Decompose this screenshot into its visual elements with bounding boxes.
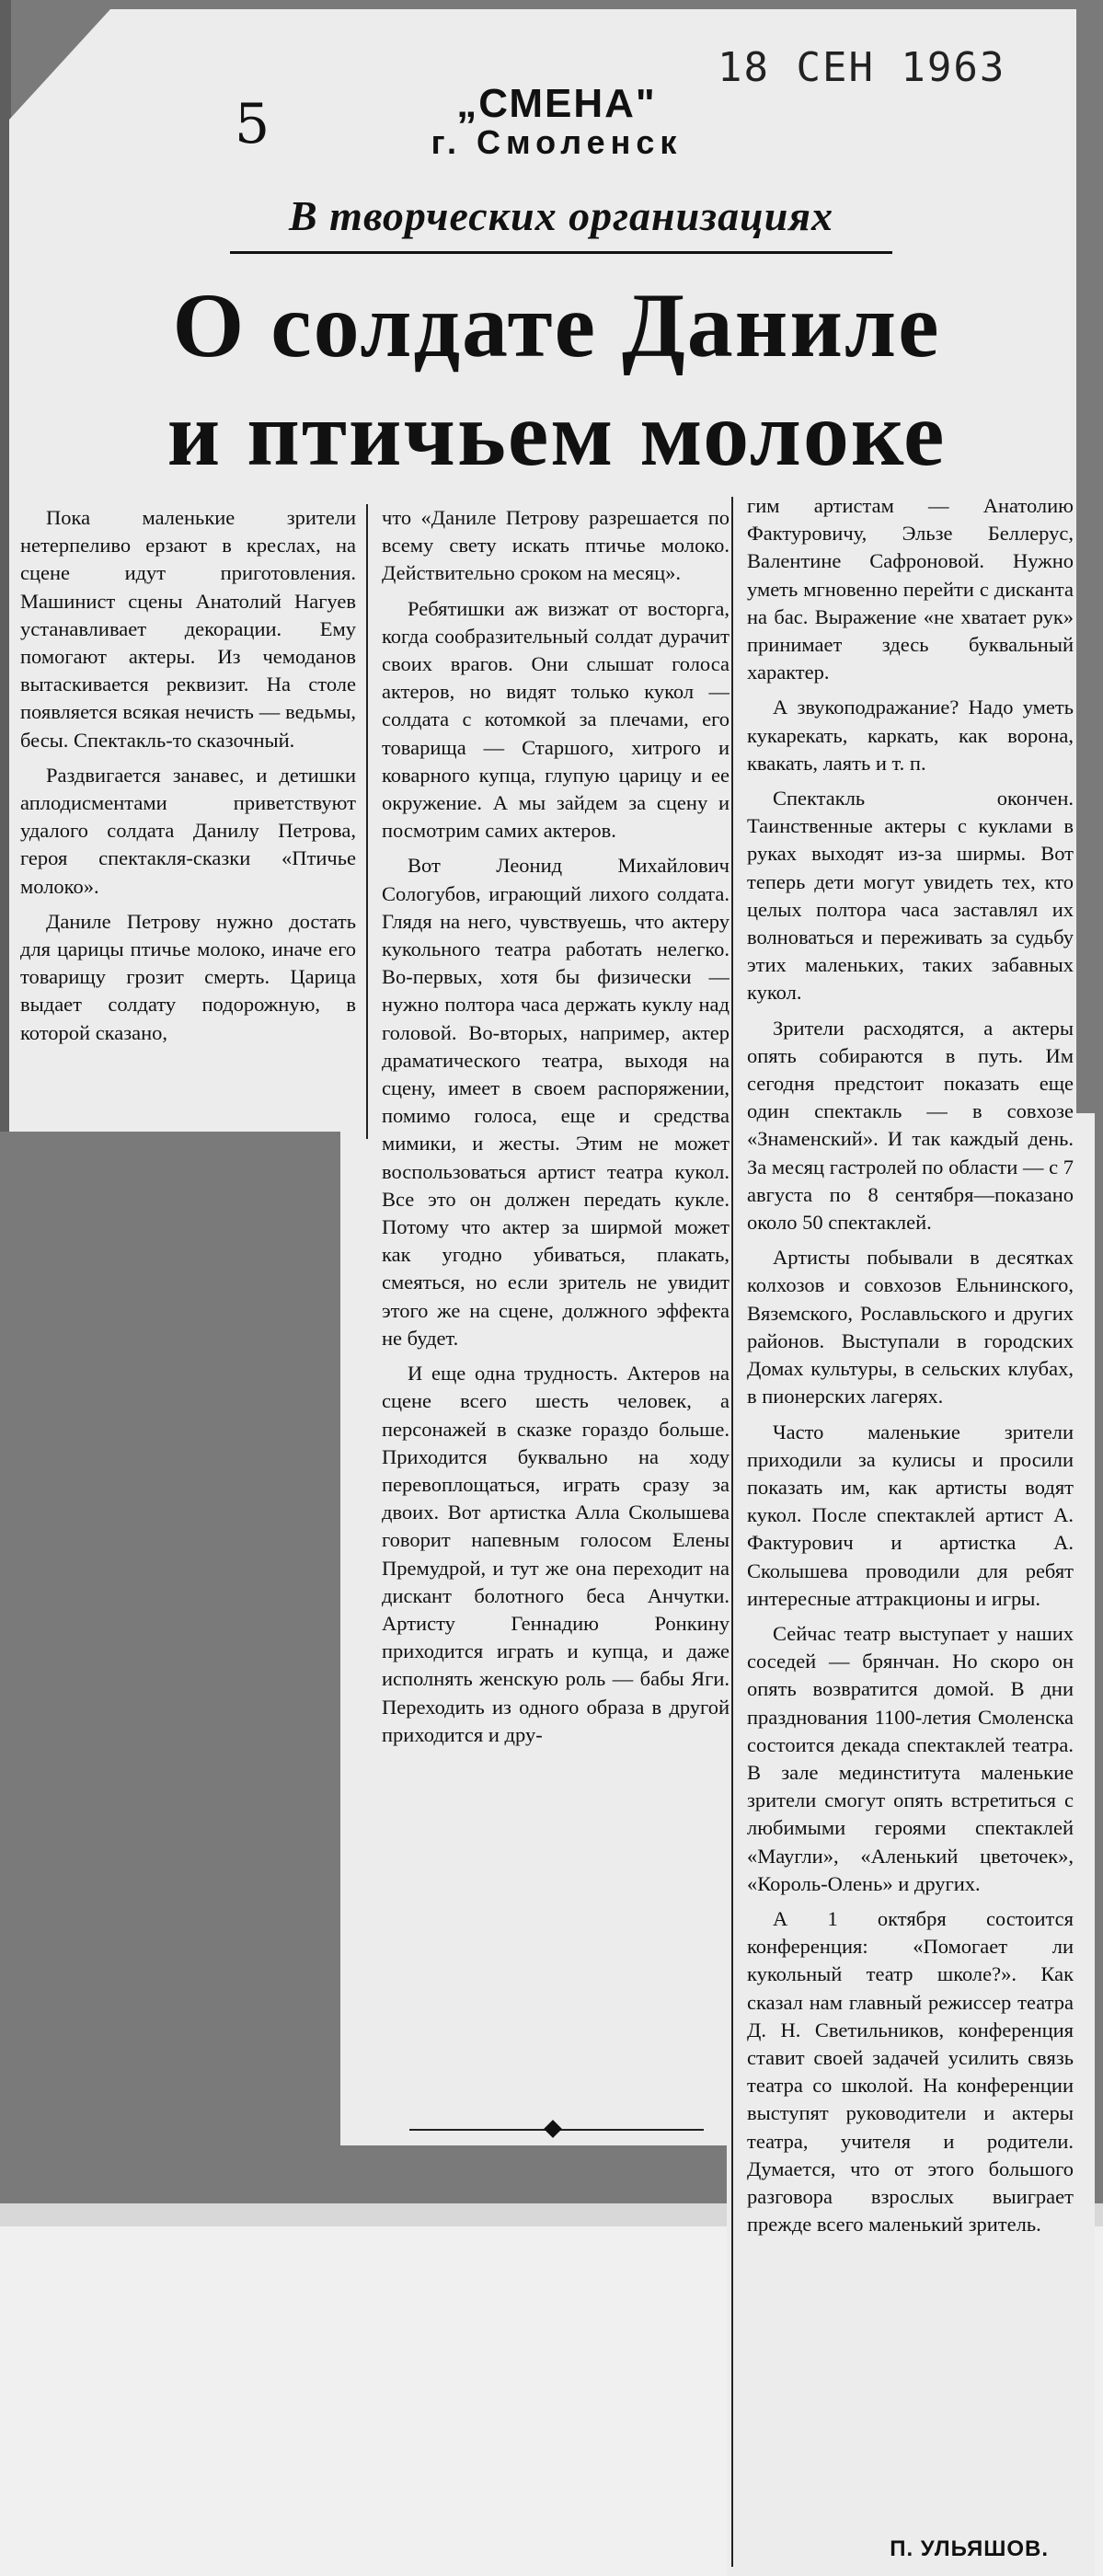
column-rule-2 [731,497,733,2567]
article-column-3 [747,492,1074,2536]
article-column-1 [20,504,356,1130]
paragraph: Артисты побывали в десятках колхозов и совхозов Ельнинского, Вяземского, Рославльского и других районов. Выступали в городских Домах культуры, в сельских клубах, в пионерских лагерях. [747,1246,1074,1409]
article-column-2 [382,504,730,2131]
article-headline [46,271,1067,489]
paragraph: что «Даниле Петрову разрешается по всему свету искать птичье молоко. Действительно сроком на месяц». [382,506,730,585]
newspaper-title: „СМЕНА" [456,81,657,126]
paragraph: Даниле Петрову нужно достать для царицы птичье молоко, иначе его товарищу грозит смерть. Царица выдает солдату подорожную, в которой сказано, [20,909,356,1044]
headline-line-1: О солдате Даниле [172,274,941,376]
rubric-underline [230,251,892,254]
handwritten-number: 5 [235,92,270,156]
headline-line-2: и птичьем молоке [167,383,947,485]
newspaper-masthead [363,81,750,162]
section-rubric: В творческих организациях [289,192,833,239]
paragraph: А звукоподражание? Надо уметь кукарекать, каркать, как ворона, квакать, лаять и т. п. [747,696,1074,775]
date-stamp: 18 СЕН 1963 [718,44,1006,91]
column-rule-1 [366,504,368,1139]
paragraph: Спектакль окончен. Таинственные актеры с куклами в руках выходят из-за ширмы. Вот теперь дети могут увидеть тех, кто целых полтора часа заставлял их волноваться и переживать за судьбу этих маленьких, таких забавных кукол. [747,787,1074,1005]
author-signature: П. УЛЬЯШОВ. [890,2536,1049,2561]
paragraph: Вот Леонид Михайлович Сологубов, играющий лихого солдата. Глядя на него, чувствуешь, что актеру кукольного театра работать нелегко. Во-первых, хотя бы физически — нужно полтора часа держать куклу над головой. Во-вторых, например, актер драматического театра, выходя на сцену, имеет в своем распоряжении, помимо голоса, еще и средства мимики, и жесты. Этим не может воспользоваться артист театра кукол. Все это он должен передать кукле. Потому что актер за ширмой может как угодно убиваться, плакать, смеяться, но если зритель не увидит этого же на сцене, должного эффекта не будет. [382,854,730,1350]
paragraph: А 1 октября состоится конференция: «Помогает ли кукольный театр школе?». Как сказал нам главный режиссер театра Д. Н. Светильников, конференция ставит своей задачей усилить связь театра со школой. На конференции выступят руководители и актеры театра, учителя и родители. Думается, что от этого большого разговора взрослых выиграет прежде всего маленький зритель. [747,1906,1074,2237]
paragraph: Зрители расходятся, а актеры опять собираются в путь. Им сегодня предстоит показать еще один спектакль — в совхозе «Знаменский». И так каждый день. За месяц гастролей по области — с 7 августа по 8 сентября—показано около 50 спектаклей. [747,1016,1074,1235]
newspaper-city: г. Смоленск [431,123,683,161]
paragraph: Пока маленькие зрители нетерпеливо ерзают в креслах, на сцене идут приготовления. Машинист сцены Анатолий Нагуев устанавливает декорации. Ему помогают актеры. Из чемоданов вытаскивается реквизит. На столе появляется всякая нечисть — ведьмы, бесы. Спектакль-то сказочный. [20,506,356,752]
paragraph: Раздвигается занавес, и детишки аплодисментами приветствуют удалого солдата Данилу Петрова, героя спектакля-сказки «Птичье молоко». [20,763,356,898]
paragraph: И еще одна трудность. Актеров на сцене всего шесть человек, а персонажей в сказке гораздо больше. Приходится буквально на ходу перевоплощаться, играть сразу за двоих. Вот артистка Алла Сколышева говорит напевным голосом Елены Премудрой, и тут же она переходит на дискант болотного беса Анчутки. Артисту Геннадию Ронкину приходится играть и купца, и даже исполнять женскую роль — бабы Яги. Переходить из одного образа в другой приходится и дру- [382,1362,730,1746]
paragraph: Ребятишки аж визжат от восторга, когда сообразительный солдат дурачит своих врагов. Они слышат голоса актеров, но видят только кукол — солдата с котомкой за плечами, его товарища — Старшого, хитрого и коварного купца, глупую царицу и ее окружение. А мы зайдем за сцену и посмотрим самих актеров. [382,596,730,843]
paragraph: Сейчас театр выступает у наших соседей — брянчан. Но скоро он опять возвратится домой. В дни празднования 1100-летия Смоленска состоится декада спектаклей театра. В зале мединститута маленькие зрители смогут опять встретиться с любимыми героями спектаклей «Маугли», «Аленький цветочек», «Король-Олень» и других. [747,1621,1074,1895]
paragraph: гим артистам — Анатолию Фактуровичу, Эльзе Беллерус, Валентине Сафроновой. Нужно уметь мгновенно перейти с дисканта на бас. Выражение «не хватает рук» принимает здесь буквальный характер. [747,494,1074,684]
paragraph: Часто маленькие зрители приходили за кулисы и просили показать им, как артисты водят кукол. После спектаклей артист А. Фактурович и артистка А. Сколышева проводили для ребят интересные аттракционы и игры. [747,1420,1074,1610]
